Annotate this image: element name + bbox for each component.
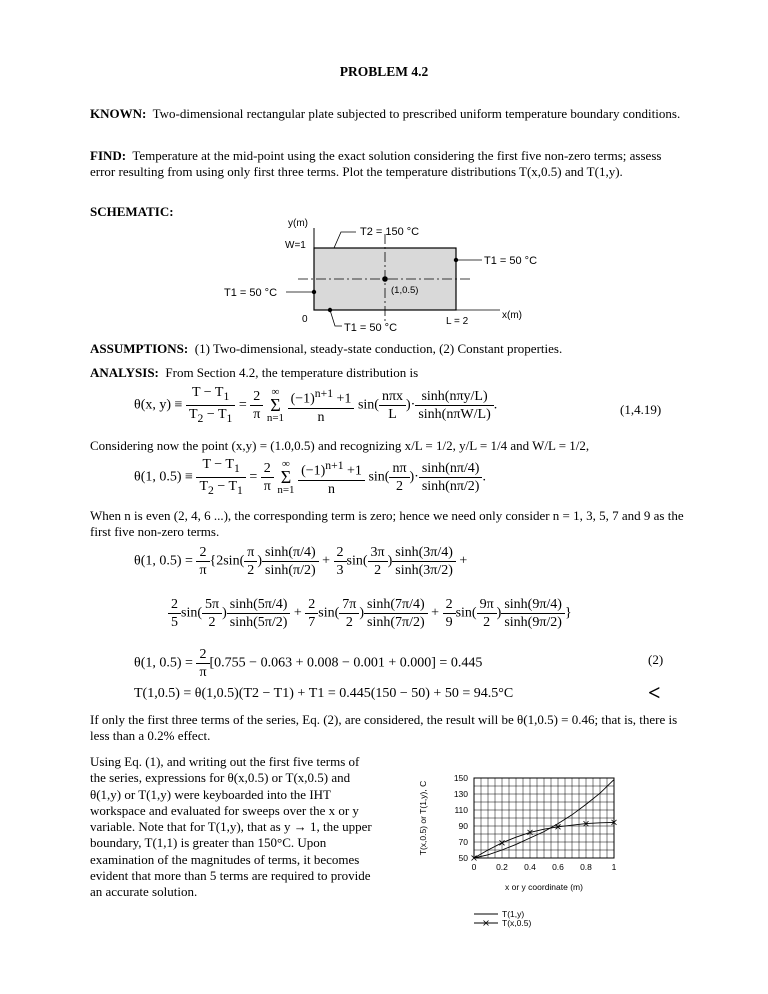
midpoint-label: (1,0.5): [391, 285, 419, 296]
equation-point: θ(1, 0.5) ≡ $\frac{T - T_1}{T_2 - T_1}$ = $\frac{2}{\pi}$ ∞ Σ n=1 $\frac{(-1)^{n+1} +1}{n}$ sin( $\frac{n\pi}{2}$ )· $\frac{\sinh(n\pi/4)}{\sinh(n\pi/2)}$ .: [134, 457, 486, 497]
assumptions-section: [90, 341, 682, 357]
known-text: Two-dimensional rectangular plate subjected to prescribed uniform temperature boundary conditions.: [152, 106, 681, 121]
assumptions-text: (1) Two-dimensional, steady-state conduction, (2) Constant properties.: [194, 341, 563, 356]
terms-bracket: [0.755 − 0.063 + 0.008 − 0.001 + 0.000] = 0.445: [209, 655, 483, 671]
schematic-origin-label: 0: [302, 314, 308, 325]
series-expansion-2: $\frac{2}{5}$ sin( $\frac{5\pi}{2}$ ) $\frac{\sinh(5\pi/4)}{\sinh(5\pi/2)}$ + $\frac{2}{7}$ sin( $\frac{7\pi}{2}$ ) $\frac{\sinh(7\pi/4)}{\sinh(7\pi/2)}$ + $\frac{2}{9}$ sin( $\frac{9\pi}{2}$ ) $\frac{\sinh(9\pi/4)}{\sinh(9\pi/2)}$ }: [168, 596, 572, 631]
schematic-y-axis-label: y(m): [288, 218, 308, 229]
x-tick-label: 0.2: [496, 862, 508, 872]
schematic-label: SCHEMATIC:: [90, 204, 174, 219]
y-tick-label: 70: [458, 837, 468, 847]
y-tick-label: 130: [453, 789, 468, 799]
equation-1-number: (1,4.19): [620, 402, 662, 417]
y-tick-label: 110: [454, 805, 468, 815]
equation-2-number: (2): [648, 652, 664, 667]
find-section: [90, 148, 682, 180]
known-section: [90, 106, 682, 122]
legend-label-0: T(1,y): [502, 909, 525, 919]
chart-y-label: T(x,0.5) or T(1,y), C: [418, 780, 428, 856]
temperature-chart: [410, 770, 650, 990]
left-bc-label: T1 = 50 °C: [224, 287, 278, 299]
equation-1: θ(x, y) ≡ $\frac{T - T_1}{T_2 - T_1}$ = $\frac{2}{\pi}$ ∞ Σ n=1 $\frac{(-1)^{n+1} +1}{n}$ sin( $\frac{\text{nπx}}{L}$ )· $\frac{\text{sinh(nπy/L)}}{\text{sinh(nπW/L)}}$ .: [134, 385, 498, 425]
bottom-bc-leader: [330, 310, 342, 326]
using-paragraph: Using Eq. (1), and writing out the first five terms of the series, expressions for θ(x,0.5) or T(x,0.5) and θ(1,y) or T(1,y) were keyboarded into the IHT workspace and evaluated for sweeps over the x or y variable. Note that for T(1,y), that as y → 1, the upper boundary, T(1,1) is greater than 150°C. Upon examination of the magnitudes of terms, it becomes evident that more than 5 terms are required to provide an accurate solution.: [90, 754, 372, 900]
analysis-intro: [90, 365, 682, 381]
top-bc-leader: [334, 232, 356, 248]
result-marker: <: [648, 680, 661, 705]
known-label: KNOWN:: [90, 106, 147, 121]
three-terms-note: If only the first three terms of the series, Eq. (2), are considered, the result will be θ(1,0.5) = 0.46; that is, there is less than a 0.2% effect.: [90, 712, 678, 743]
right-bc-label: T1 = 50 °C: [484, 255, 538, 267]
top-bc-label: T2 = 150 °C: [360, 226, 420, 238]
x-tick-label: 0.4: [524, 862, 536, 872]
analysis-intro-text: From Section 4.2, the temperature distribution is: [165, 365, 419, 380]
find-text: Temperature at the mid-point using the exact solution considering the first five non-zero terms; assess error resulting from using only first three terms. Plot the temperature distributions T(x,0.5) and T(1,y).: [90, 148, 662, 179]
x-tick-label: 0: [471, 862, 477, 872]
y-tick-label: 150: [453, 773, 468, 783]
y-tick-label: 90: [458, 821, 468, 831]
terms-equation: θ(1, 0.5) = $\frac{2}{\pi}$ [0.755 − 0.063 + 0.008 − 0.001 + 0.000] = 0.445: [134, 647, 483, 680]
x-tick-label: 0.6: [552, 862, 564, 872]
schematic-diagram: [210, 214, 570, 342]
chart-legend: [474, 909, 531, 928]
schematic-l-label: L = 2: [446, 316, 469, 327]
midpoint-marker: [382, 276, 388, 282]
y-tick-label: 50: [458, 853, 468, 863]
schematic-x-axis-label: x(m): [502, 310, 522, 321]
page-title: PROBLEM 4.2: [339, 64, 429, 79]
legend-label-1: T(x,0.5): [502, 918, 532, 928]
series-expansion-1: θ(1, 0.5) = $\frac{2}{\pi}$ {2sin( $\frac{\pi}{2}$ ) $\frac{\sinh(\pi/4)}{\sinh(\pi/2)}$ + $\frac{2}{3}$ sin( $\frac{3\pi}{2}$ ) $\frac{\sinh(3\pi/4)}{\sinh(3\pi/2)}$ +: [134, 545, 468, 578]
consider-text: Considering now the point (x,y) = (1.0,0.5) and recognizing x/L = 1/2, y/L = 1/4 and W/L = 1/2,: [90, 438, 590, 453]
assumptions-label: ASSUMPTIONS:: [90, 341, 189, 356]
even-note: When n is even (2, 4, 6 ...), the corresponding term is zero; hence we need only consider n = 1, 3, 5, 7 and 9 as the first five non-zero terms.: [90, 508, 684, 539]
find-label: FIND:: [90, 148, 127, 163]
x-tick-label: 1: [611, 862, 617, 872]
x-tick-label: 0.8: [580, 862, 592, 872]
chart-x-label: x or y coordinate (m): [505, 882, 583, 892]
analysis-label: ANALYSIS:: [90, 365, 159, 380]
schematic-w-label: W=1: [285, 240, 306, 251]
bottom-bc-label: T1 = 50 °C: [344, 322, 398, 334]
result-line: T(1,0.5) = θ(1,0.5)(T2 − T1) + T1 = 0.445(150 − 50) + 50 = 94.5°C: [134, 686, 514, 701]
